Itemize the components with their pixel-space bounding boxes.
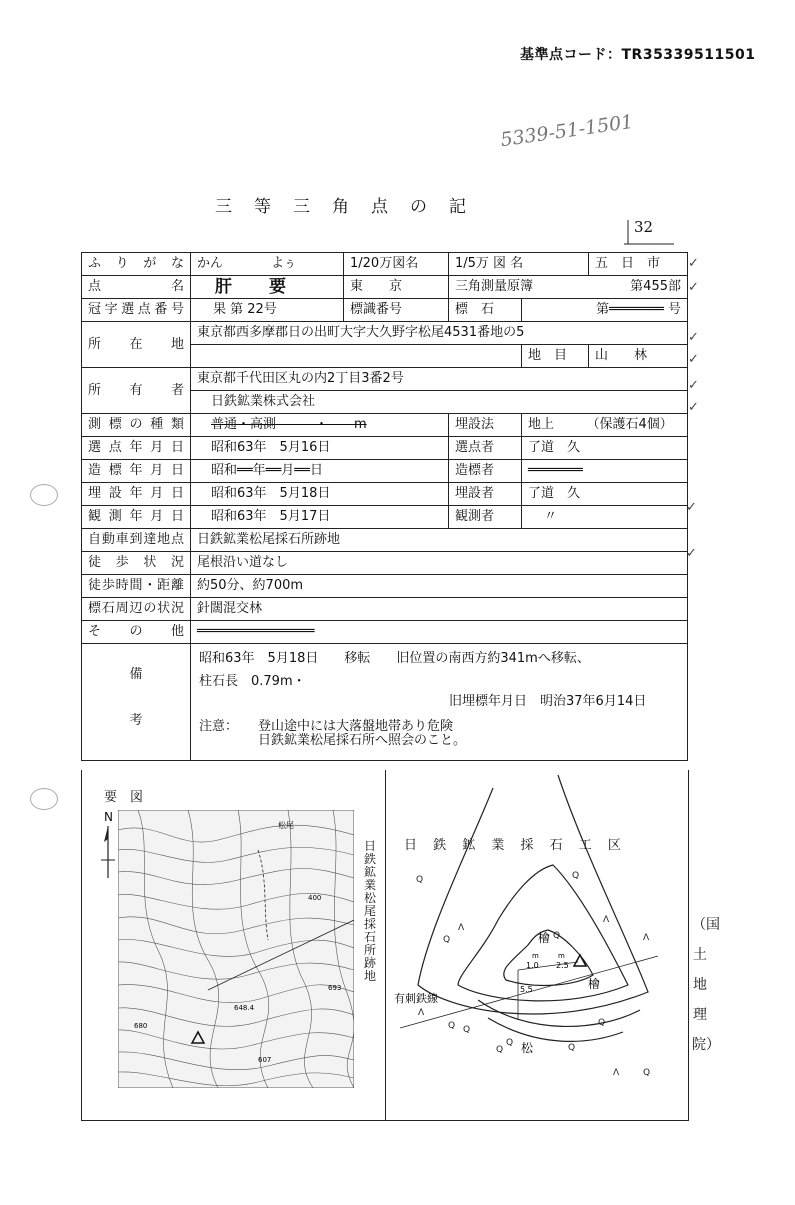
svg-text:Q: Q (416, 875, 424, 885)
check-mark: ✓ (688, 256, 699, 271)
row-walk-status (82, 552, 688, 575)
distance-label: 2.5 (556, 961, 569, 970)
remarks-line-2: 柱石長 0.79m・ (199, 674, 306, 689)
record-table (81, 252, 688, 761)
hinoki-label-2: 檜 (588, 977, 601, 991)
fence-label: 有刺鉄線 (394, 992, 438, 1005)
build-date-value: 昭和══年══月══日 (191, 460, 449, 483)
observe-person-label: 観測者 (449, 506, 522, 529)
map5-value: 五 日 市 (589, 253, 688, 276)
build-person-label: 造標者 (449, 460, 522, 483)
map20-value: 東 京 (344, 276, 449, 299)
place-label: 松尾 (278, 821, 294, 830)
svg-text:Q: Q (572, 871, 580, 881)
bury-person-label: 埋設者 (449, 483, 522, 506)
row-location (82, 322, 688, 345)
check-mark: ✓ (688, 352, 699, 367)
row-observe-date (82, 506, 688, 529)
stone-value: 第═══════ 号 (522, 299, 688, 322)
row-name (82, 276, 688, 299)
row-owner-address (82, 368, 688, 391)
contour-label: 680 (134, 1022, 148, 1030)
distance-label: 1.0 (526, 961, 539, 970)
row-furigana (82, 253, 688, 276)
chimoku-value: 山 林 (589, 345, 688, 368)
svg-text:Q: Q (643, 1068, 651, 1078)
bury-date-label: 埋設年月日 (82, 483, 191, 506)
site-side-label: 日鉄鉱業松尾採石所跡地 (364, 839, 377, 983)
punch-hole (30, 788, 58, 810)
check-mark: ✓ (688, 378, 699, 393)
kiroku-label: 三角測量原簿 (455, 279, 534, 294)
svg-text:Q: Q (448, 1021, 456, 1031)
north-arrow-icon (98, 824, 118, 880)
stone-label: 標 石 (449, 299, 522, 322)
walk-status-label: 徒歩状況 (82, 552, 191, 575)
check-mark: ✓ (686, 546, 697, 561)
contour-label: 648.4 (234, 1004, 255, 1012)
punch-hole (30, 484, 58, 506)
serial-value: 果 第 22号 (191, 299, 344, 322)
location-blank (191, 345, 522, 368)
remarks-label-1: 備 (129, 667, 143, 682)
svg-text:Q: Q (553, 931, 561, 941)
location-label: 所 在 地 (82, 322, 191, 368)
quarry-area-label: 日 鉄 鉱 業 採 石 工 区 (404, 838, 627, 853)
build-person-value: ═══════ (522, 460, 688, 483)
row-remarks (82, 644, 688, 761)
row-surroundings (82, 598, 688, 621)
walk-time-value: 約50分、約700m (191, 575, 688, 598)
north-label: N (104, 810, 113, 824)
svg-text:Q: Q (463, 1025, 471, 1035)
point-name: 肝 要 (191, 276, 344, 299)
remarks-label-cell (82, 644, 191, 761)
note-line-1: 登山途中には大落盤地帯あり危険 (258, 719, 454, 734)
mark-type-label: 測標の種類 (82, 414, 191, 437)
row-walk-time (82, 575, 688, 598)
page-title: 三等三角点の記 (215, 197, 488, 217)
row-build-date (82, 460, 688, 483)
remarks-label-2: 考 (129, 713, 143, 728)
kiroku-value: 第455部 (630, 279, 681, 294)
surroundings-value: 針闊混交林 (191, 598, 688, 621)
surroundings-label: 標石周辺の状況 (82, 598, 191, 621)
serial-label: 冠字選点番号 (82, 299, 191, 322)
location-value: 東京都西多摩郡日の出町大字大久野字松尾4531番地の5 (191, 322, 688, 345)
method-label: 埋設法 (449, 414, 522, 437)
contour-label: 607 (258, 1056, 272, 1064)
furigana-1: かん (197, 256, 224, 271)
tree-symbols (416, 871, 650, 1078)
remarks-content (191, 644, 688, 761)
svg-text:Λ: Λ (643, 933, 650, 943)
svg-text:Q: Q (506, 1038, 514, 1048)
kiroku-cell (449, 276, 688, 299)
observe-date-label: 観測年月日 (82, 506, 191, 529)
owner-address: 東京都千代田区丸の内2丁目3番2号 (191, 368, 688, 391)
owner-label: 所 有 者 (82, 368, 191, 414)
note-label: 注意： (199, 719, 239, 734)
row-mark-type (82, 414, 688, 437)
note-body (258, 718, 466, 746)
contour-label: 693 (328, 984, 342, 992)
svg-text:Q: Q (568, 1043, 576, 1053)
unit-label: m (558, 952, 565, 960)
row-bury-date (82, 483, 688, 506)
furigana-label: ふりがな (82, 253, 191, 276)
check-mark: ✓ (688, 280, 699, 295)
remarks-line-3: 旧埋標年月日 明治37年6月14日 (449, 694, 647, 709)
handwritten-code: 5339-51-1501 (499, 110, 635, 152)
check-mark: ✓ (688, 400, 699, 415)
observe-date-value: 昭和63年 5月17日 (191, 506, 449, 529)
chimoku-label: 地 目 (522, 345, 589, 368)
remarks-note (199, 718, 681, 746)
map-area (81, 770, 689, 1121)
svg-text:Q: Q (496, 1045, 504, 1055)
map5-label: 1/5万 図 名 (449, 253, 589, 276)
other-value: ═══════════════ (191, 621, 688, 644)
row-select-date (82, 437, 688, 460)
distance-label: 5.5 (520, 985, 533, 994)
svg-text:Λ: Λ (418, 1008, 425, 1018)
select-date-label: 選点年月日 (82, 437, 191, 460)
method-value: 地上 （保護石4個） (522, 414, 688, 437)
select-person-label: 選点者 (449, 437, 522, 460)
gsi-side-text: （国土地理院） (692, 917, 720, 1053)
select-person-value: 了道 久 (522, 437, 688, 460)
furigana-2: よぅ (271, 256, 297, 271)
map-label: 要 図 (104, 790, 144, 805)
walk-time-label: 徒歩時間・距離 (82, 575, 191, 598)
note-line-2: 日鉄鉱業松尾採石所へ照会のこと。 (258, 733, 467, 748)
matsu-label: 松 (521, 1041, 534, 1055)
bury-date-value: 昭和63年 5月18日 (191, 483, 449, 506)
sheet-number: 32 (634, 218, 654, 236)
hinoki-label-1: 檜 (538, 931, 551, 945)
topographic-map (118, 810, 354, 1088)
detail-sketch (388, 770, 686, 1118)
bury-person-value: 了道 久 (522, 483, 688, 506)
car-access-value: 日鉄鉱業松尾採石所跡地 (191, 529, 688, 552)
row-serial (82, 299, 688, 322)
contour-label: 400 (308, 894, 322, 902)
unit-label: m (532, 952, 539, 960)
other-label: そ の 他 (82, 621, 191, 644)
remarks-line-1: 昭和63年 5月18日 移転 旧位置の南西方約341mへ移転、 (199, 651, 590, 666)
svg-text:Q: Q (443, 935, 451, 945)
car-access-label: 自動車到達地点 (82, 529, 191, 552)
furigana-value (191, 253, 344, 276)
mark-number-label: 標識番号 (344, 299, 449, 322)
control-point-code: 基準点コード：TR35339511501 (520, 47, 756, 63)
observe-person-value: 〃 (522, 506, 688, 529)
walk-status-value: 尾根沿い道なし (191, 552, 688, 575)
check-mark: ✓ (686, 500, 697, 515)
row-car-access (82, 529, 688, 552)
check-mark: ✓ (688, 330, 699, 345)
owner-name: 日鉄鉱業株式会社 (191, 391, 688, 414)
map20-label: 1/20万図名 (344, 253, 449, 276)
map-divider (385, 770, 386, 1120)
name-label: 点 名 (82, 276, 191, 299)
svg-text:Λ: Λ (613, 1068, 620, 1078)
svg-text:Λ: Λ (603, 915, 610, 925)
svg-text:Q: Q (598, 1018, 606, 1028)
row-other (82, 621, 688, 644)
svg-text:Λ: Λ (458, 923, 465, 933)
mark-type-value: 普通・高測 ・ m (191, 414, 449, 437)
build-date-label: 造標年月日 (82, 460, 191, 483)
select-date-value: 昭和63年 5月16日 (191, 437, 449, 460)
sheet-number-box (624, 216, 674, 246)
